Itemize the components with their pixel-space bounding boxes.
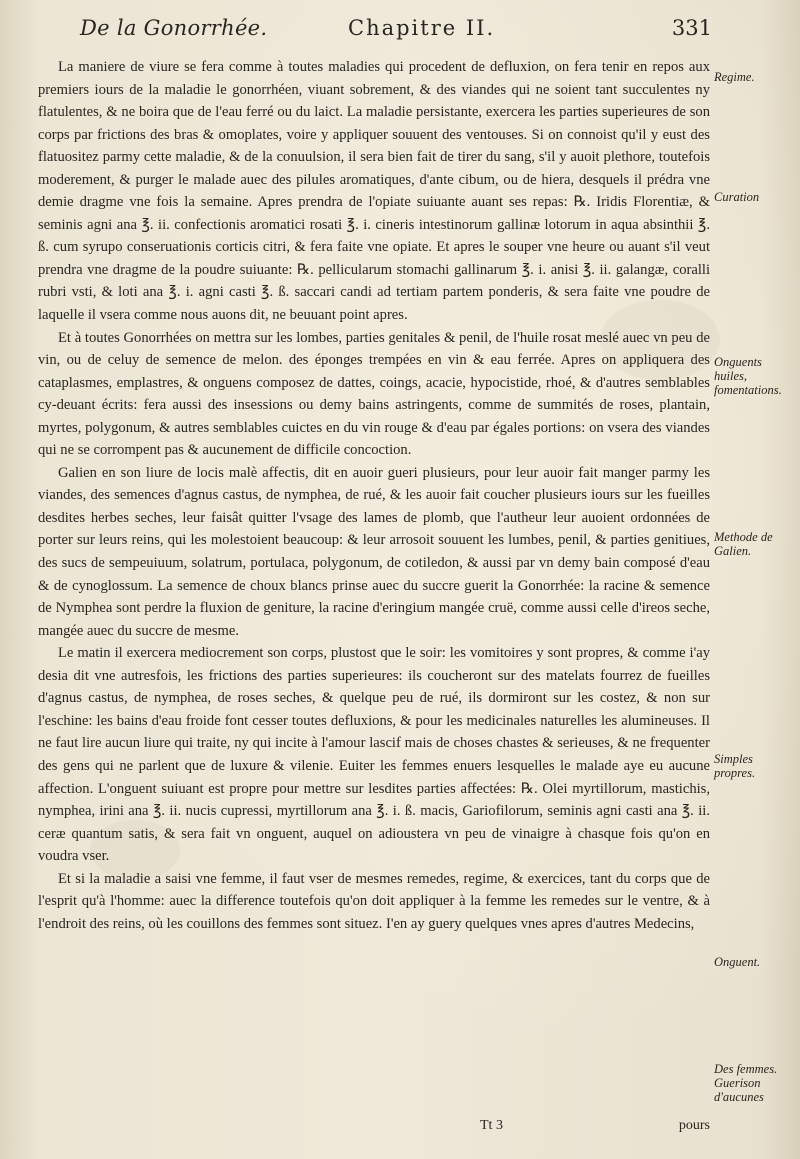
signature-mark: Tt 3 — [480, 1118, 503, 1133]
page-footer — [480, 1118, 710, 1142]
chapter-heading: Chapitre II. — [348, 16, 496, 40]
margin-note-galien: Methode de Galien. — [714, 530, 773, 558]
margin-note-regime: Regime. — [714, 70, 755, 84]
running-header — [80, 8, 720, 48]
paragraph: La maniere de viure se fera comme à toutes maladies qui procedent de defluxion, on fera tenir en repos aux premiers iours de la maladie le gonorrhéen, viuant sobrement, & des viandes qui ne soient tant succulentes ny flatulentes, & ne boira que de l'eau ferré ou du laict. La maladie persistante, exercera les parties superieures de son corps par frictions des bras & omoplates, voire y appliquer souuent des ventouses. Si on connoist qu'il y eust des flatuositez parmy cette maladie, & de la conuulsion, il sera bien fait de tirer du sang, s'il y auoit plethore, toutefois moderement, & purger le malade auec des pilules aromatiques, d'ante cibum, ou de hiera, desquels il prédra vne demie dragme vne fois la semaine. Apres prendra de l'opiate suiuante auant ses repas: ℞. Iridis Florentiæ, & seminis agni ana ℥. ii. confectionis aromatici rosati ℥. i. cineris intestinorum gallinæ lotorum in aqua absinthii ℥. ß. cum syrupo conseruationis corticis citri, & fera faite vne opiate. Et apres le souper vne heure ou auant s'il veut prendra vne dragme de la poudre suiuante: ℞. pellicularum stomachi gallinarum ℥. i. anisi ℥. ii. galangæ, coralli rubri vsti, & loti ana ℥. i. agni casti ℥. ß. saccari candi ad tertiam partem ponderis, & sera faite vne poudre de laquelle il vsera comme nous auons dit, ne beuuant point apres. — [38, 59, 710, 324]
catchword: pours — [678, 1118, 710, 1133]
paragraph: Galien en son liure de locis malè affectis, dit en auoir gueri plusieurs, pour leur auoir fait manger parmy les viandes, des semences d'agnus castus, de nymphea, de rué, & les auoir fait coucher plusieurs iours sur les fueilles desdites herbes seches, leur faisât quitter l'vsage des lames de plomb, que l'autheur leur auoient ordonnées de porter sur leurs reins, qui les molestoient beaucoup: & leur arrosoit souuent les lumbes, penil, & parties genitiues, des sucs de sempeuiuum, solatrum, portulaca, polygonum, de cotiledon, & aussi par vn demy bain composé d'eau & de cynoglossum. La semence de choux blancs prinse auec du succre guerit la Gonorrhée: la racine & semence de Nymphea sont perdre la fluxion de geniture, la racine d'eringium mangée cruë, comme aussi celle d'ireos seche, mangée auec du succre de mesme. — [38, 464, 710, 639]
body-text — [38, 56, 710, 935]
margin-note-femmes: Des femmes. Guerison d'aucunes — [714, 1062, 778, 1104]
page-number: 331 — [671, 16, 712, 40]
paragraph: Et à toutes Gonorrhées on mettra sur les lombes, parties genitales & penil, de l'huile rosat meslé auec vn peu de vin, ou de celuy de semence de melon. des éponges trempées en vin & eau ferrée. Apres on appliquera des cataplasmes, emplastres, & onguens composez de dattes, coings, acacie, hypocistide, rhoé, & d'autres semblables cy-deuant écrits: fera aussi des insessions ou demy bains astringents, comme de summités de roses, plantain, myrtes, polygonum, & autres semblables cuictes en du vin rouge & d'eau par égales portions: on vsera des viandes qui ne se corrompent pas & aucunement de difficile concoction. — [38, 329, 710, 459]
running-title: De la Gonorrhée. — [80, 16, 268, 40]
margin-note-onguent: Onguent. — [714, 955, 761, 969]
margin-note-onguents: Onguents huiles, fomentations. — [714, 355, 782, 397]
margin-note-simples: Simples propres. — [714, 752, 756, 780]
margin-note-curation: Curation — [714, 190, 760, 204]
paragraph: Le matin il exercera mediocrement son corps, plustost que le soir: les vomitoires y sont propres, & comme i'ay desia dit vne autresfois, les frictions des parties superieures: ils coucheront sur des matelats fourrez de fueilles d'agnus castus, de nymphea, de roses seches, & quelque peu de rué, ils dormiront sur les costez, & non sur l'eschine: les bains d'eau froide font cesser toutes defluxions, & pour les medicinales naturelles les alumineuses. Il ne faut lire aucun liure qui traite, ny qui incite à l'amour lascif mais de choses chastes & serieuses, & ne frequenter des gens qui ne parlent que de luxure & vilenie. Euiter les femmes enuers lesquelles le malade aye eu aucune affection. L'onguent suiuant est propre pour mettre sur lesdites parties affectées: ℞. Olei myrtillorum, mastichis, nymphea, irini ana ℥. ii. nucis cupressi, myrtillorum ana ℥. i. ß. macis, Gariofilorum, seminis agni casti ana ℥. ii. ceræ quantum satis, & sera fait vn onguent, auquel on adioustera vn peu de vinaigre à chasque fois qu'on en voudra vser. — [38, 645, 710, 865]
paragraph: Et si la maladie a saisi vne femme, il faut vser de mesmes remedes, regime, & exercices, tant du corps que de l'esprit qu'à l'homme: auec la difference toutefois qu'on doit appliquer à la femme les remedes sur le ventre, & à l'endroit des reins, où les couillons des femmes sont situez. I'en ay guery quelques vnes apres d'autres Medecins, — [38, 870, 710, 932]
